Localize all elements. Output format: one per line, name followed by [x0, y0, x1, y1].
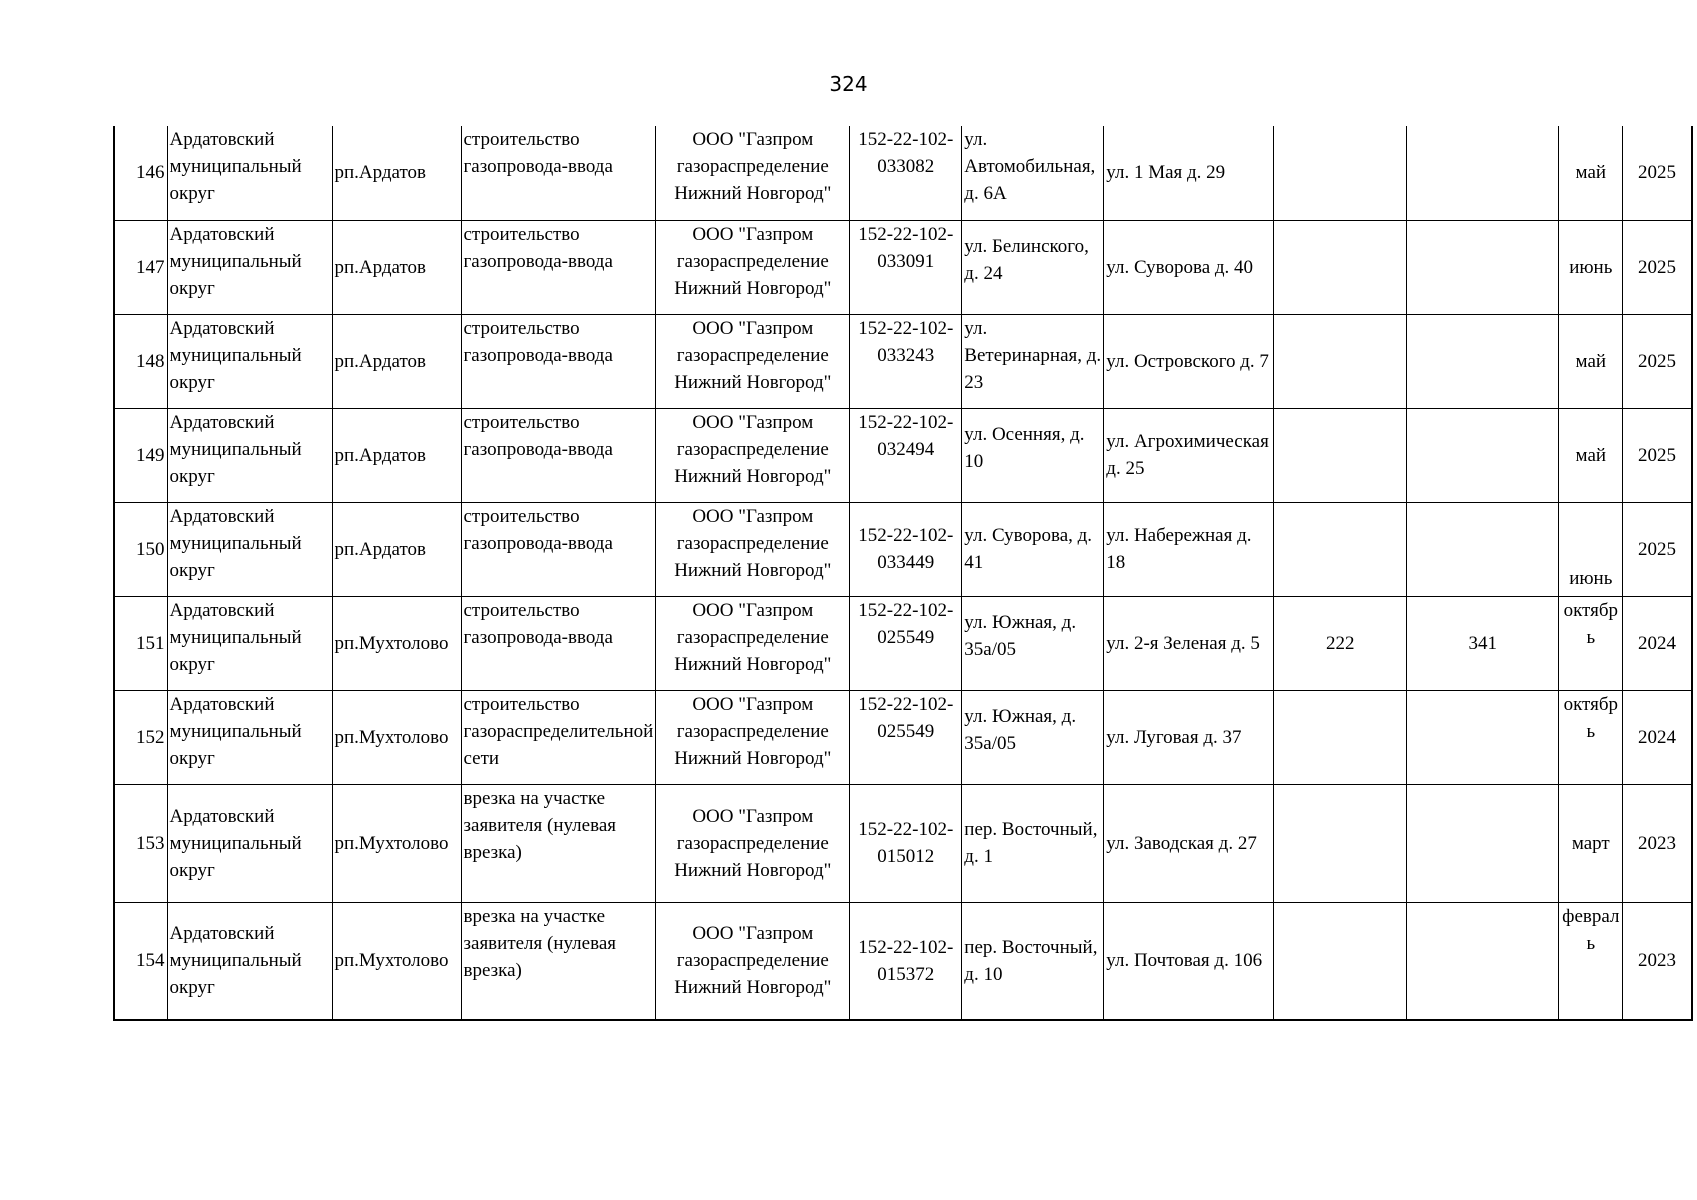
- object-address-cell: [1104, 408, 1274, 502]
- district-text: Ардатовский муниципальный округ: [169, 129, 302, 204]
- month-cell: [1559, 314, 1623, 408]
- locality-text: рп.Ардатов: [334, 444, 427, 466]
- row-number-cell: [114, 784, 167, 902]
- work-type-cell: [461, 502, 656, 596]
- value-a-cell: [1274, 690, 1407, 784]
- year-text: 2024: [1638, 726, 1677, 748]
- value-b-cell: [1407, 502, 1559, 596]
- locality-cell: [332, 314, 461, 408]
- month-text: май: [1575, 350, 1607, 372]
- org-text: ООО "Газпром газораспределение Нижний Новгород": [674, 411, 832, 487]
- org-text: ООО "Газпром газораспределение Нижний Новгород": [674, 693, 832, 769]
- from-text: ул. Южная, д. 35а/05: [964, 705, 1077, 754]
- work-text: строительство газопровода-ввода: [463, 411, 613, 460]
- num-text: 153: [136, 832, 165, 854]
- locality-text: рп.Мухтолово: [334, 632, 449, 654]
- month-cell: [1559, 596, 1623, 690]
- locality-text: рп.Ардатов: [334, 538, 427, 560]
- work-text: строительство газопровода-ввода: [463, 129, 613, 177]
- application-code-cell: [850, 690, 962, 784]
- from-text: ул. Южная, д. 35а/05: [964, 611, 1077, 660]
- to-text: ул. Почтовая д. 106: [1106, 950, 1263, 972]
- month-cell: [1559, 690, 1623, 784]
- row-number-cell: [114, 314, 167, 408]
- org-text: ООО "Газпром газораспределение Нижний Новгород": [674, 599, 832, 675]
- to-text: ул. Суворова д. 40: [1106, 256, 1254, 278]
- application-code-cell: [850, 314, 962, 408]
- year-cell: [1623, 784, 1692, 902]
- from-text: ул. Автомобильная, д. 6А: [964, 129, 1096, 204]
- locality-cell: [332, 408, 461, 502]
- year-cell: [1623, 902, 1692, 1020]
- row-number-cell: [114, 126, 167, 220]
- work-type-cell: [461, 126, 656, 220]
- table-row: [114, 220, 1692, 314]
- year-text: 2025: [1638, 256, 1677, 278]
- month-cell: [1559, 784, 1623, 902]
- object-address-cell: [1104, 126, 1274, 220]
- organization-cell: [656, 314, 850, 408]
- org-text: ООО "Газпром газораспределение Нижний Новгород": [674, 317, 832, 393]
- org-text: ООО "Газпром газораспределение Нижний Новгород": [674, 223, 832, 299]
- month-text: июнь: [1569, 567, 1613, 589]
- a-text: 222: [1326, 632, 1355, 654]
- organization-cell: [656, 902, 850, 1020]
- locality-text: рп.Ардатов: [334, 162, 427, 184]
- year-text: 2025: [1638, 444, 1677, 466]
- district-text: Ардатовский муниципальный округ: [169, 223, 302, 299]
- to-text: ул. Луговая д. 37: [1106, 726, 1242, 748]
- num-text: 147: [136, 256, 165, 278]
- application-code-cell: [850, 902, 962, 1020]
- row-number-cell: [114, 408, 167, 502]
- num-text: 146: [136, 162, 165, 184]
- locality-text: рп.Ардатов: [334, 350, 427, 372]
- row-number-cell: [114, 596, 167, 690]
- num-text: 148: [136, 350, 165, 372]
- value-b-cell: [1407, 596, 1559, 690]
- org-text: ООО "Газпром газораспределение Нижний Новгород": [674, 805, 832, 881]
- organization-cell: [656, 784, 850, 902]
- value-b-cell: [1407, 690, 1559, 784]
- to-text: ул. Агрохимическая д. 25: [1106, 431, 1269, 479]
- month-cell: [1559, 220, 1623, 314]
- district-text: Ардатовский муниципальный округ: [169, 923, 302, 999]
- code-text: 152-22-102-032494: [858, 411, 954, 460]
- work-text: врезка на участке заявителя (нулевая врезка): [463, 787, 616, 863]
- year-cell: [1623, 502, 1692, 596]
- value-a-cell: [1274, 408, 1407, 502]
- code-text: 152-22-102-015372: [858, 936, 954, 985]
- object-address-cell: [1104, 220, 1274, 314]
- connection-source-cell: [962, 502, 1104, 596]
- work-text: строительство газопровода-ввода: [463, 505, 613, 554]
- num-text: 151: [136, 632, 165, 654]
- row-number-cell: [114, 502, 167, 596]
- object-address-cell: [1104, 690, 1274, 784]
- value-a-cell: [1274, 596, 1407, 690]
- month-text: май: [1575, 444, 1607, 466]
- connection-source-cell: [962, 784, 1104, 902]
- district-cell: [167, 784, 332, 902]
- district-cell: [167, 502, 332, 596]
- district-text: Ардатовский муниципальный округ: [169, 411, 302, 487]
- district-cell: [167, 126, 332, 220]
- district-cell: [167, 314, 332, 408]
- organization-cell: [656, 220, 850, 314]
- value-a-cell: [1274, 902, 1407, 1020]
- district-cell: [167, 690, 332, 784]
- table-row: [114, 126, 1692, 220]
- month-cell: [1559, 408, 1623, 502]
- table-row: [114, 690, 1692, 784]
- b-text: 341: [1468, 632, 1498, 654]
- value-a-cell: [1274, 784, 1407, 902]
- from-text: ул. Осенняя, д. 10: [964, 423, 1085, 472]
- to-text: ул. 2-я Зеленая д. 5: [1106, 632, 1260, 654]
- year-text: 2025: [1638, 538, 1677, 560]
- table-row: [114, 784, 1692, 902]
- value-b-cell: [1407, 784, 1559, 902]
- from-text: ул. Белинского, д. 24: [964, 235, 1089, 284]
- value-b-cell: [1407, 408, 1559, 502]
- locality-text: рп.Мухтолово: [334, 832, 449, 854]
- connection-source-cell: [962, 596, 1104, 690]
- district-cell: [167, 408, 332, 502]
- code-text: 152-22-102-033082: [858, 129, 954, 177]
- year-cell: [1623, 596, 1692, 690]
- district-text: Ардатовский муниципальный округ: [169, 317, 302, 393]
- work-text: строительство газораспределительной сети: [463, 693, 654, 769]
- row-number-cell: [114, 220, 167, 314]
- locality-cell: [332, 902, 461, 1020]
- table-row: [114, 314, 1692, 408]
- organization-cell: [656, 596, 850, 690]
- work-text: строительство газопровода-ввода: [463, 317, 613, 366]
- district-cell: [167, 220, 332, 314]
- year-cell: [1623, 314, 1692, 408]
- locality-cell: [332, 784, 461, 902]
- table-row: [114, 902, 1692, 1020]
- connection-source-cell: [962, 690, 1104, 784]
- value-a-cell: [1274, 220, 1407, 314]
- organization-cell: [656, 690, 850, 784]
- locality-cell: [332, 502, 461, 596]
- num-text: 149: [136, 444, 165, 466]
- work-text: врезка на участке заявителя (нулевая врезка): [463, 905, 616, 981]
- application-code-cell: [850, 502, 962, 596]
- object-address-cell: [1104, 902, 1274, 1020]
- application-code-cell: [850, 784, 962, 902]
- org-text: ООО "Газпром газораспределение Нижний Новгород": [674, 505, 832, 581]
- organization-cell: [656, 126, 850, 220]
- connection-source-cell: [962, 408, 1104, 502]
- work-type-cell: [461, 902, 656, 1020]
- value-b-cell: [1407, 902, 1559, 1020]
- object-address-cell: [1104, 314, 1274, 408]
- connection-source-cell: [962, 314, 1104, 408]
- code-text: 152-22-102-025549: [858, 693, 954, 742]
- year-cell: [1623, 126, 1692, 220]
- month-text: май: [1575, 162, 1607, 184]
- code-text: 152-22-102-033449: [858, 525, 954, 573]
- year-cell: [1623, 408, 1692, 502]
- value-a-cell: [1274, 502, 1407, 596]
- table-row: [114, 596, 1692, 690]
- district-text: Ардатовский муниципальный округ: [169, 693, 302, 769]
- application-code-cell: [850, 596, 962, 690]
- year-cell: [1623, 220, 1692, 314]
- gas-connection-table: [113, 126, 1693, 1021]
- object-address-cell: [1104, 784, 1274, 902]
- table-row: [114, 502, 1692, 596]
- work-text: строительство газопровода-ввода: [463, 223, 613, 272]
- from-text: ул. Ветеринарная, д. 23: [964, 317, 1102, 393]
- organization-cell: [656, 502, 850, 596]
- row-number-cell: [114, 690, 167, 784]
- district-cell: [167, 902, 332, 1020]
- value-b-cell: [1407, 314, 1559, 408]
- district-cell: [167, 596, 332, 690]
- connection-source-cell: [962, 220, 1104, 314]
- locality-cell: [332, 596, 461, 690]
- num-text: 150: [136, 538, 165, 560]
- from-text: пер. Восточный, д. 1: [964, 819, 1098, 867]
- locality-text: рп.Мухтолово: [334, 950, 449, 972]
- work-type-cell: [461, 784, 656, 902]
- num-text: 154: [136, 950, 165, 972]
- org-text: ООО "Газпром газораспределение Нижний Новгород": [674, 129, 832, 204]
- district-text: Ардатовский муниципальный округ: [169, 599, 302, 675]
- year-text: 2025: [1638, 162, 1677, 184]
- month-text: июнь: [1569, 256, 1613, 278]
- row-number-cell: [114, 902, 167, 1020]
- month-cell: [1559, 502, 1623, 596]
- object-address-cell: [1104, 502, 1274, 596]
- locality-text: рп.Мухтолово: [334, 726, 449, 748]
- year-cell: [1623, 690, 1692, 784]
- value-a-cell: [1274, 314, 1407, 408]
- value-a-cell: [1274, 126, 1407, 220]
- value-b-cell: [1407, 126, 1559, 220]
- work-type-cell: [461, 690, 656, 784]
- table-row: [114, 408, 1692, 502]
- work-type-cell: [461, 596, 656, 690]
- locality-cell: [332, 220, 461, 314]
- year-text: 2023: [1638, 832, 1677, 854]
- to-text: ул. Островского д. 7: [1106, 350, 1269, 372]
- year-text: 2025: [1638, 350, 1677, 372]
- month-text: октябрь: [1563, 693, 1619, 742]
- application-code-cell: [850, 408, 962, 502]
- application-code-cell: [850, 220, 962, 314]
- month-text: октябрь: [1563, 599, 1619, 648]
- from-text: пер. Восточный, д. 10: [964, 936, 1098, 985]
- object-address-cell: [1104, 596, 1274, 690]
- to-text: ул. Заводская д. 27: [1106, 832, 1257, 854]
- work-text: строительство газопровода-ввода: [463, 599, 613, 648]
- connection-source-cell: [962, 902, 1104, 1020]
- to-text: ул. Набережная д. 18: [1106, 525, 1252, 573]
- year-text: 2024: [1638, 632, 1677, 654]
- district-text: Ардатовский муниципальный округ: [169, 805, 302, 881]
- from-text: ул. Суворова, д. 41: [964, 525, 1093, 573]
- district-text: Ардатовский муниципальный округ: [169, 505, 302, 581]
- organization-cell: [656, 408, 850, 502]
- work-type-cell: [461, 314, 656, 408]
- value-b-cell: [1407, 220, 1559, 314]
- locality-cell: [332, 690, 461, 784]
- page-number: 324: [829, 72, 868, 96]
- locality-text: рп.Ардатов: [334, 256, 427, 278]
- month-text: март: [1571, 832, 1610, 854]
- code-text: 152-22-102-025549: [858, 599, 954, 648]
- work-type-cell: [461, 408, 656, 502]
- work-type-cell: [461, 220, 656, 314]
- org-text: ООО "Газпром газораспределение Нижний Новгород": [674, 923, 832, 999]
- application-code-cell: [850, 126, 962, 220]
- connection-source-cell: [962, 126, 1104, 220]
- month-cell: [1559, 902, 1623, 1020]
- code-text: 152-22-102-015012: [858, 819, 954, 867]
- code-text: 152-22-102-033091: [858, 223, 954, 272]
- num-text: 152: [136, 726, 165, 748]
- month-text: февраль: [1562, 905, 1620, 954]
- code-text: 152-22-102-033243: [858, 317, 954, 366]
- locality-cell: [332, 126, 461, 220]
- year-text: 2023: [1638, 950, 1677, 972]
- to-text: ул. 1 Мая д. 29: [1106, 162, 1226, 184]
- month-cell: [1559, 126, 1623, 220]
